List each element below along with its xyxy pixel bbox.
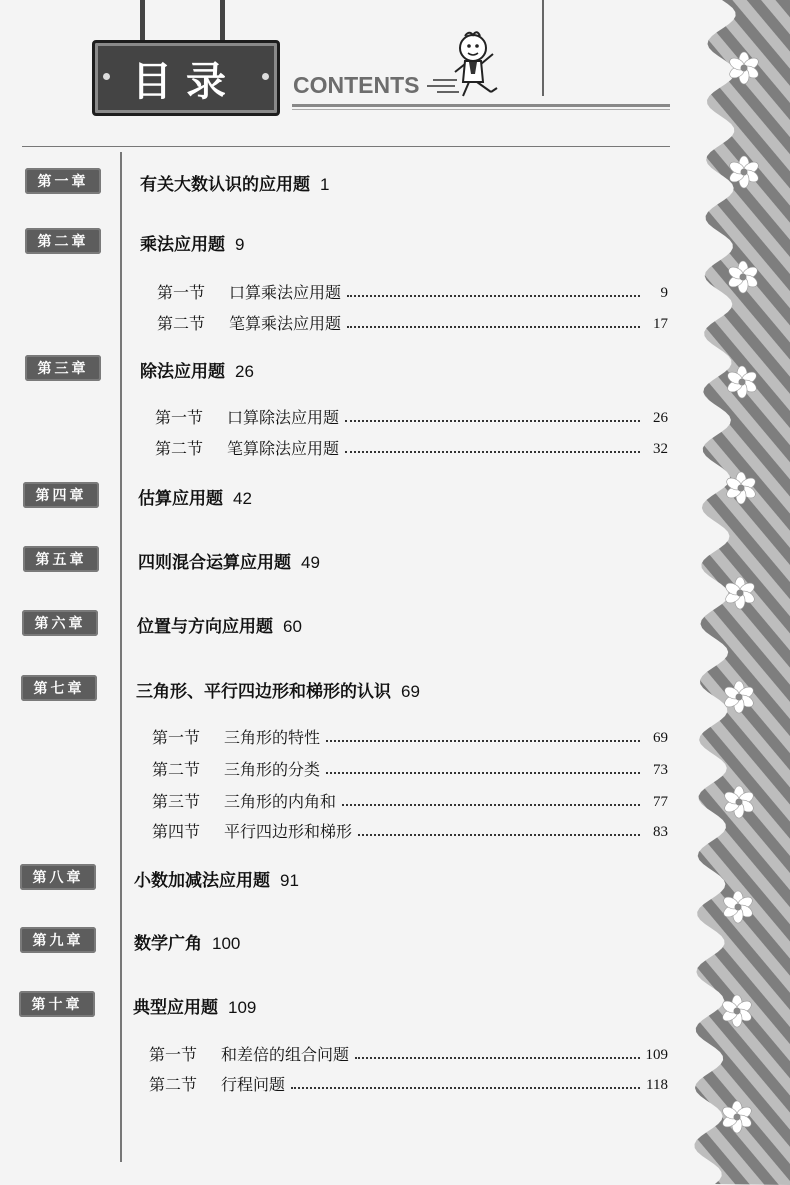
section-page-number: 109 bbox=[645, 1047, 668, 1063]
section-number: 第二节 bbox=[157, 314, 206, 333]
dot-leader bbox=[345, 449, 640, 453]
chapter-badge: 第七章 bbox=[21, 675, 97, 701]
chapter-title: 四则混合运算应用题 bbox=[138, 553, 291, 573]
chapter-entry[interactable] bbox=[134, 866, 299, 891]
section-page-number: 69 bbox=[653, 730, 668, 746]
plaque-rivet bbox=[103, 73, 110, 80]
chapter-badge: 第三章 bbox=[25, 355, 101, 381]
chapter-page-number: 69 bbox=[401, 682, 420, 701]
hanger-left bbox=[140, 0, 145, 42]
chapter-badge: 第十章 bbox=[19, 991, 95, 1017]
chapter-page-number: 91 bbox=[280, 871, 299, 890]
chapter-title: 位置与方向应用题 bbox=[137, 617, 273, 637]
section-number: 第二节 bbox=[155, 439, 204, 458]
chapter-title: 小数加减法应用题 bbox=[134, 871, 270, 891]
section-number: 第一节 bbox=[149, 1045, 198, 1064]
section-entry[interactable] bbox=[152, 789, 336, 812]
section-entry[interactable] bbox=[149, 1072, 285, 1095]
toc-vertical-rule bbox=[120, 152, 122, 1162]
chapter-badge: 第五章 bbox=[23, 546, 99, 572]
header-divider bbox=[542, 0, 544, 96]
header-rule-thin bbox=[292, 109, 670, 110]
chapter-page-number: 9 bbox=[235, 235, 245, 254]
section-number: 第一节 bbox=[157, 283, 206, 302]
section-entry[interactable] bbox=[155, 405, 339, 428]
section-title: 口算乘法应用题 bbox=[229, 283, 342, 302]
section-title: 和差倍的组合问题 bbox=[221, 1045, 350, 1064]
section-page-number: 77 bbox=[653, 794, 668, 810]
section-number: 第二节 bbox=[152, 760, 201, 779]
header-rule bbox=[292, 104, 670, 107]
chapter-title: 典型应用题 bbox=[133, 998, 218, 1018]
dot-leader bbox=[342, 802, 640, 806]
title-plaque bbox=[92, 40, 280, 116]
section-entry[interactable] bbox=[152, 725, 320, 748]
chapter-entry[interactable] bbox=[140, 357, 254, 382]
chapter-title: 乘法应用题 bbox=[140, 235, 225, 255]
dot-leader bbox=[326, 770, 640, 774]
chapter-entry[interactable] bbox=[133, 993, 256, 1018]
chapter-page-number: 26 bbox=[235, 362, 254, 381]
section-title: 笔算乘法应用题 bbox=[229, 314, 342, 333]
chapter-entry[interactable] bbox=[136, 677, 420, 702]
chapter-page-number: 109 bbox=[228, 998, 257, 1017]
dot-leader bbox=[291, 1085, 640, 1089]
section-number: 第三节 bbox=[152, 792, 201, 811]
section-title: 口算除法应用题 bbox=[227, 408, 340, 427]
chapter-page-number: 1 bbox=[320, 175, 330, 194]
chapter-badge: 第二章 bbox=[25, 228, 101, 254]
section-title: 三角形的内角和 bbox=[224, 792, 337, 811]
section-page-number: 9 bbox=[660, 285, 668, 301]
section-entry[interactable] bbox=[157, 311, 341, 334]
section-entry[interactable] bbox=[152, 757, 320, 780]
page-title: 目录 bbox=[132, 58, 240, 105]
chapter-entry[interactable] bbox=[138, 548, 320, 573]
chapter-badge: 第一章 bbox=[25, 168, 101, 194]
section-number: 第二节 bbox=[149, 1075, 198, 1094]
running-kid-icon bbox=[425, 30, 525, 106]
chapter-title: 数学广角 bbox=[134, 934, 202, 954]
section-number: 第四节 bbox=[152, 822, 201, 841]
dot-leader bbox=[355, 1055, 640, 1059]
chapter-page-number: 100 bbox=[212, 934, 241, 953]
chapter-entry[interactable] bbox=[140, 230, 244, 255]
dot-leader bbox=[345, 418, 640, 422]
section-title: 行程问题 bbox=[221, 1075, 286, 1094]
chapter-title: 有关大数认识的应用题 bbox=[140, 175, 310, 195]
chapter-page-number: 60 bbox=[283, 617, 302, 636]
dot-leader bbox=[347, 324, 640, 328]
section-entry[interactable] bbox=[157, 280, 341, 303]
section-page-number: 73 bbox=[653, 762, 668, 778]
dot-leader bbox=[358, 832, 640, 836]
section-number: 第一节 bbox=[152, 728, 201, 747]
section-entry[interactable] bbox=[152, 819, 352, 842]
contents-label: CONTENTS bbox=[293, 72, 420, 98]
section-entry[interactable] bbox=[149, 1042, 349, 1065]
section-page-number: 17 bbox=[653, 316, 668, 332]
chapter-title: 三角形、平行四边形和梯形的认识 bbox=[136, 682, 391, 702]
hanger-right bbox=[220, 0, 225, 42]
section-number: 第一节 bbox=[155, 408, 204, 427]
dot-leader bbox=[326, 738, 640, 742]
chapter-entry[interactable] bbox=[138, 484, 252, 509]
chapter-page-number: 49 bbox=[301, 553, 320, 572]
chapter-badge: 第八章 bbox=[20, 864, 96, 890]
chapter-badge: 第四章 bbox=[23, 482, 99, 508]
chapter-entry[interactable] bbox=[134, 929, 240, 954]
chapter-page-number: 42 bbox=[233, 489, 252, 508]
toc-top-rule bbox=[22, 146, 670, 147]
plaque-rivet bbox=[262, 73, 269, 80]
chapter-entry[interactable] bbox=[140, 170, 329, 195]
section-title: 三角形的特性 bbox=[224, 728, 321, 747]
section-title: 平行四边形和梯形 bbox=[224, 822, 353, 841]
chapter-entry[interactable] bbox=[137, 612, 302, 637]
section-page-number: 83 bbox=[653, 824, 668, 840]
section-entry[interactable] bbox=[155, 436, 339, 459]
section-title: 三角形的分类 bbox=[224, 760, 321, 779]
section-page-number: 118 bbox=[646, 1077, 668, 1093]
chapter-badge: 第九章 bbox=[20, 927, 96, 953]
dot-leader bbox=[347, 293, 640, 297]
chapter-title: 除法应用题 bbox=[140, 362, 225, 382]
section-page-number: 32 bbox=[653, 441, 668, 457]
section-title: 笔算除法应用题 bbox=[227, 439, 340, 458]
section-page-number: 26 bbox=[653, 410, 668, 426]
chapter-badge: 第六章 bbox=[22, 610, 98, 636]
chapter-title: 估算应用题 bbox=[138, 489, 223, 509]
